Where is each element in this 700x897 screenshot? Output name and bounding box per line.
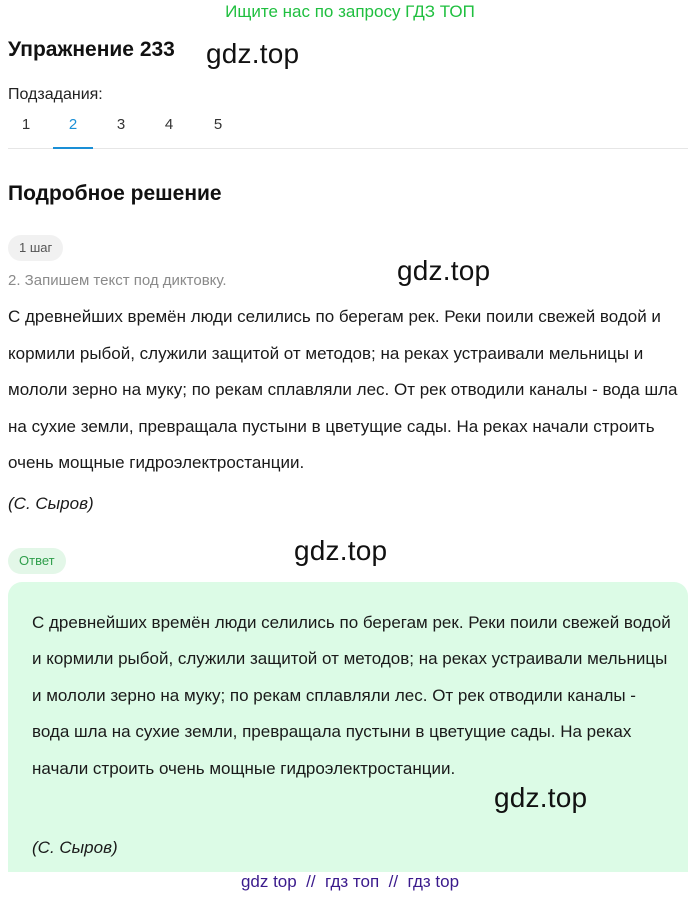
tab-4[interactable]: 4 [164,116,174,133]
page-title: Упражнение 233 [8,38,175,61]
solution-text: С древнейших времён люди селились по берегам рек. Реки поили свежей водой и кормили рыбой, служили защитой от методов; на реках устраивали мельницы и мололи зерно на муку; по рекам сплавляли лес. От рек отводили каналы - вода шла на сухие земли, превращала пустыни в цветущие сады. На реках начали строить очень мощные гидроэлектростанции. [8,307,678,472]
search-banner[interactable]: Ищите нас по запросу ГДЗ ТОП [225,2,475,21]
tab-3[interactable]: 3 [116,116,126,133]
author-credit: (С. Сыров) [8,494,94,513]
tab-1[interactable]: 1 [21,116,31,133]
tab-5[interactable]: 5 [213,116,223,133]
step-description: 2. Запишем текст под диктовку. [8,272,227,289]
answer-badge: Ответ [8,548,66,574]
subtasks-label: Подзадания: [8,86,103,103]
answer-author: (С. Сыров) [32,838,118,857]
watermark: gdz.top [294,535,388,566]
watermark: gdz.top [206,38,300,69]
watermark: gdz.top [494,782,588,813]
step-badge: 1 шаг [8,235,63,261]
footer-links: gdz top // гдз топ // гдз top [240,872,460,891]
subtask-tabs [8,108,688,149]
section-title: Подробное решение [8,182,222,205]
tab-2[interactable]: 2 [53,116,93,149]
watermark: gdz.top [397,255,491,286]
answer-box [8,582,688,872]
answer-text: С древнейших времён люди селились по берегам рек. Реки поили свежей водой и кормили рыбой, служили защитой от методов; на реках устраивали мельницы и мололи зерно на муку; по рекам сплавляли лес. От рек отводили каналы - вода шла на сухие земли, превращала пустыни в цветущие сады. На реках начали строить очень мощные гидроэлектростанции. [32,613,671,778]
